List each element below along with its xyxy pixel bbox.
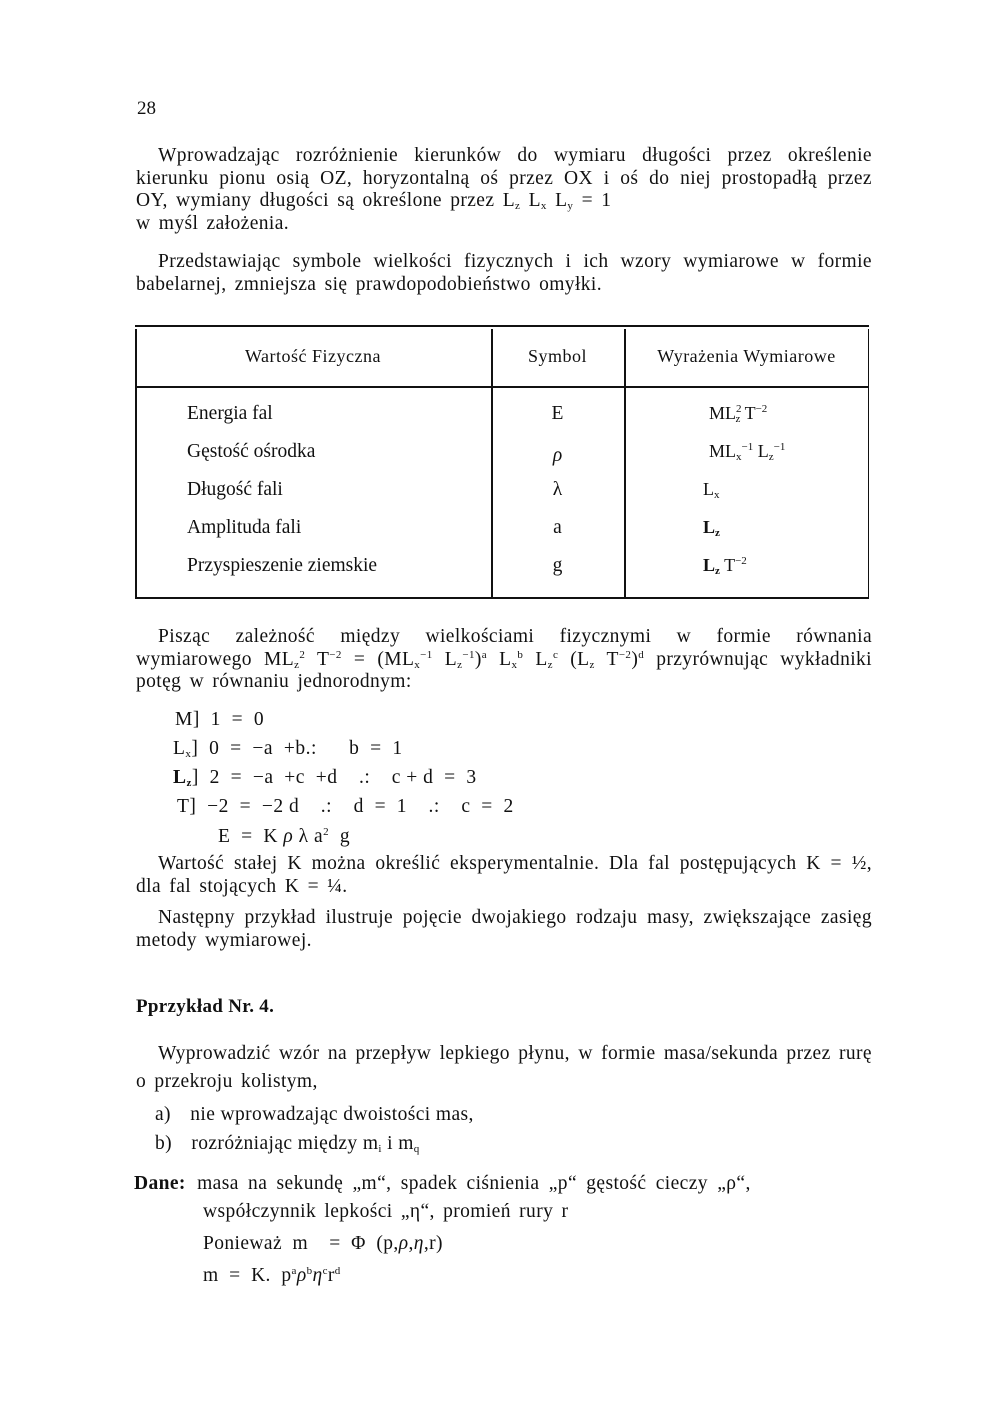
paragraph-directions-tail: w myśl założenia.: [136, 213, 290, 234]
paragraph-text: Wprowadzając rozróżnienie kierunków do wymiaru długości przez określenie kierunku pionu osią OZ, horyzontalną oś przez OX i oś do niej prostopadłą przez OY, wymiany długości są określone przez: [136, 145, 872, 211]
cell-dimension: $L_z$: [703, 517, 720, 539]
cell-dimension: $ML^2_z$ $T^{-2}$: [709, 403, 768, 425]
example-heading: Pprzykład Nr. 4.: [136, 996, 275, 1017]
list-text: nie wprowadzając dwoistości mas,: [190, 1104, 474, 1125]
cell-symbol: a: [553, 517, 562, 538]
cell-quantity: Gęstość ośrodka: [187, 441, 316, 462]
table-row: [135, 517, 869, 555]
table-row: [135, 441, 869, 479]
cell-quantity: Długość fali: [187, 479, 283, 500]
equation-lx: $L_x$] 0 = −a +b.: b = 1: [173, 738, 403, 760]
equation-result: E = K ρ λ $a^2$ g: [218, 826, 351, 847]
given-line-3: Ponieważ m = Φ (p,ρ,η,r): [203, 1233, 443, 1254]
table-bottom-rule: [135, 597, 869, 599]
list-item: [155, 1133, 420, 1155]
table-row: [135, 403, 869, 441]
equation-m: M] 1 = 0: [175, 709, 265, 730]
cell-quantity: Przyspieszenie ziemskie: [187, 555, 378, 576]
equation-t: T] −2 = −2 d .: d = 1 .: c = 2: [177, 796, 514, 817]
paragraph-text: Przedstawiając symbole wielkości fizycznych i ich wzory wymiarowe w formie babelarnej, zmniejsza się prawdopodobieństwo omyłki.: [136, 251, 872, 295]
paragraph-equation: Pisząc zależność między wielkościami fizycznymi w formie równania wymiarowego $ML_z^2$ $T^{-2} = (ML_x^{-1}$ $L_z^{-1})^a$ $L_x^b$ $L_z^c$ ($L_z$ $T^{-2})^d$ przyrównując wykładniki potęg w równaniu jednorodnym:: [136, 626, 872, 692]
list-text: rozróżniając między $m_i$ i $m_q$: [191, 1133, 420, 1155]
cell-symbol: E: [551, 403, 564, 424]
paragraph-symbols: [136, 251, 872, 296]
paragraph-text: Wyprowadzić wzór na przepływ lepkiego płynu, w formie masa/sekunda przez rurę o przekroju kolistym,: [136, 1043, 872, 1092]
table-row: [135, 479, 869, 517]
paragraph-text: Pisząc zależność między wielkościami fizycznymi w formie równania wymiarowego: [136, 626, 872, 670]
cell-symbol: ρ: [552, 445, 563, 466]
example-intro: [136, 1040, 872, 1096]
dimension-table: [135, 325, 869, 599]
given-text: masa na sekundę „m“, spadek ciśnienia „p“ gęstość cieczy „ρ“,: [197, 1173, 751, 1194]
paragraph-text: Następny przykład ilustruje pojęcie dwojakiego rodzaju masy, zwiększające zasięg metody wymiarowej.: [136, 907, 872, 951]
list-marker: a): [155, 1104, 171, 1125]
paragraph-text: Wartość stałej K można określić eksperymentalnie. Dla fal postępujących K = ½, dla fal stojących K = ¼.: [136, 853, 872, 897]
cell-symbol: g: [552, 555, 563, 576]
given-line-4: m = K. $p^a\rho^b\eta^cr^d$: [203, 1265, 341, 1286]
cell-dimension: $ML_x^{-1}$ $L_z^{-1}$: [709, 441, 786, 463]
table-row: [135, 555, 869, 593]
header-quantity: Wartość Fizyczna: [245, 346, 381, 366]
paragraph-next-example: [136, 907, 872, 952]
cell-quantity: Amplituda fali: [187, 517, 302, 538]
equation-lz: $L_z$] 2 = −a +c +d .: c + d = 3: [173, 767, 477, 789]
header-symbol: Symbol: [527, 346, 587, 366]
cell-dimension: $L_x$: [703, 479, 720, 501]
table-header-rule: [135, 386, 869, 388]
given-line-2: współczynnik lepkości „η“, promień rury r: [203, 1201, 569, 1222]
header-dimension: Wyrażenia Wymiarowe: [657, 346, 836, 366]
cell-symbol: λ: [552, 479, 563, 500]
given-line-1: [134, 1173, 751, 1195]
paragraph-text-tail: przyrównując wykładniki potęg w równaniu jednorodnym:: [136, 648, 872, 692]
paragraph-constant-k: [136, 853, 872, 898]
page-number: 28: [137, 98, 156, 119]
list-item: [155, 1104, 474, 1126]
given-label: Dane:: [134, 1173, 186, 1194]
cell-quantity: Energia fal: [187, 403, 273, 424]
list-marker: b): [155, 1133, 173, 1154]
paragraph-directions: Wprowadzając rozróżnienie kierunków do wymiaru długości przez określenie kierunku pionu osią OZ, horyzontalną oś przez OX i oś do niej prostopadłą przez OY, wymiany długości są określone przez $L_z$ $L_x$ $L_y = 1$: [136, 145, 872, 212]
cell-dimension: $L_z$ $T^{-2}$: [703, 555, 747, 577]
